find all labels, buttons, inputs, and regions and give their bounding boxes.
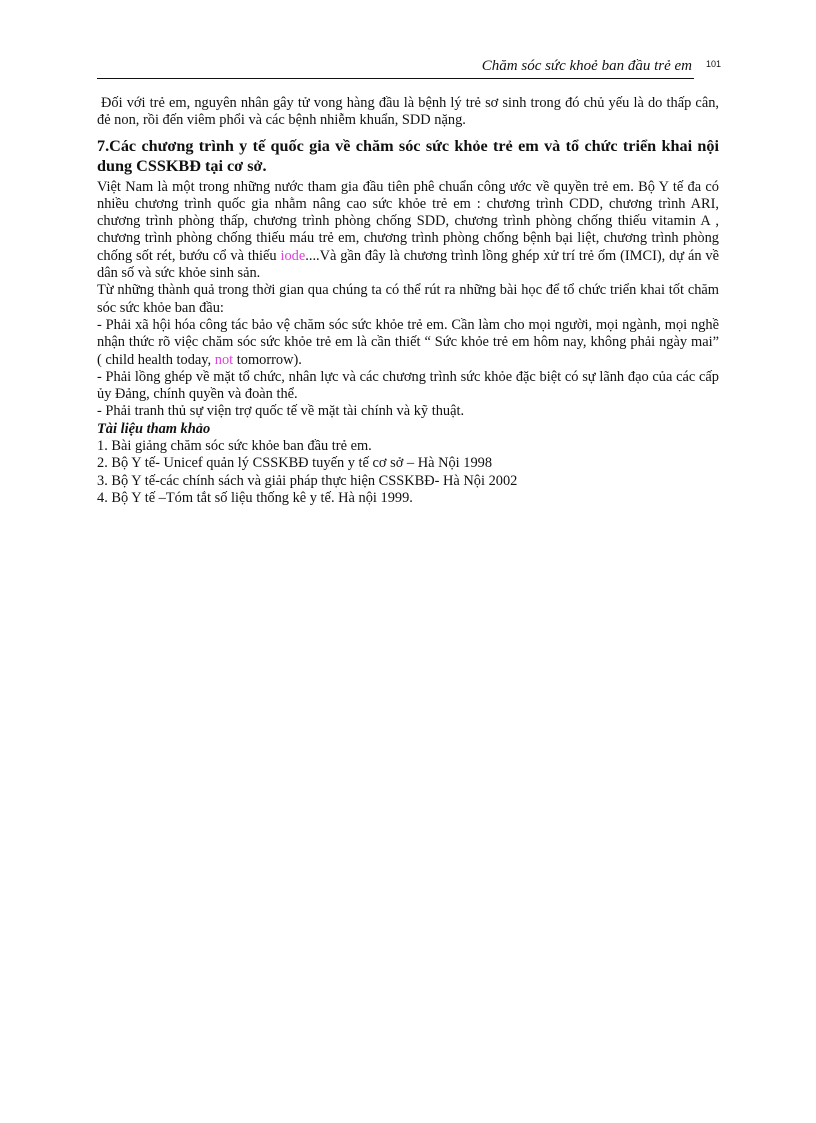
- reference-item: 4. Bộ Y tế –Tóm tắt số liệu thống kê y tế. Hà nội 1999.: [97, 489, 413, 506]
- running-header: [97, 56, 694, 79]
- bullet-integrate: - Phải lồng ghép về mặt tổ chức, nhân lực và các chương trình sức khỏe đặc biệt có sự lãnh đạo của các cấp ủy Đảng, chính quyền và đoàn thể.: [97, 368, 719, 403]
- header-title: Chăm sóc sức khoẻ ban đầu trẻ em: [481, 58, 692, 74]
- programs-text-a: Việt Nam là một trong những nước tham gia đầu tiên phê chuẩn công ước về quyền trẻ em. Bộ Y tế đa có nhiều chương trình quốc gia nhằm nâng cao sức khỏe trẻ em : chương trình CDD, chương trình ARI, chương trình phòng thấp, chương trình phòng chống SDD, chương trình phòng chống thiếu vitamin A , chương trình phòng chống thiếu máu trẻ em, chương trình phòng chống bệnh bại liệt, chương trình phòng chống sốt rét, bướu cổ và thiếu: [97, 178, 719, 264]
- references-title: Tài liệu tham khảo: [97, 420, 211, 437]
- highlight-iode: iode: [280, 247, 306, 264]
- bullet-aid: - Phải tranh thủ sự viện trợ quốc tế về mặt tài chính và kỹ thuật.: [97, 403, 465, 420]
- lessons-paragraph: Từ những thành quả trong thời gian qua chúng ta có thể rút ra những bài học để tổ chức triển khai tốt chăm sóc sức khỏe ban đầu:: [97, 282, 719, 316]
- bullet-socialize: [97, 317, 719, 369]
- page-number: 101: [706, 59, 722, 69]
- section-heading: 7.Các chương trình y tế quốc gia về chăm sóc sức khỏe trẻ em và tổ chức triển khai nội dung CSSKBĐ tại cơ sở.: [97, 136, 719, 175]
- document-body: [97, 95, 719, 507]
- reference-item: 1. Bài giảng chăm sóc sức khỏe ban đầu trẻ em.: [97, 438, 372, 455]
- reference-item: 2. Bộ Y tế- Unicef quản lý CSSKBĐ tuyến y tế cơ sở – Hà Nội 1998: [97, 455, 493, 472]
- highlight-not: not: [214, 351, 234, 368]
- programs-paragraph: [97, 179, 719, 283]
- programs-text-b: ....Và gần đây là chương trình lồng ghép xử trí trẻ ốm (IMCI), dự án về dân số và sức khỏe sinh sản.: [97, 247, 719, 282]
- bullet-socialize-text-b: tomorrow).: [233, 351, 302, 368]
- bullet-socialize-text-a: - Phải xã hội hóa công tác bảo vệ chăm sóc sức khỏe trẻ em. Cần làm cho mọi người, mọi ngành, mọi nghề nhận thức rõ việc chăm sóc sức khỏe trẻ em là cần thiết “ Sức khỏe trẻ em hôm nay, không phải ngày mai” ( child health today,: [97, 316, 719, 368]
- intro-paragraph: Đối với trẻ em, nguyên nhân gây tử vong hàng đầu là bệnh lý trẻ sơ sinh trong đó chủ yếu là do thấp cân, đẻ non, rồi đến viêm phổi và các bệnh nhiễm khuẩn, SDD nặng.: [97, 95, 719, 129]
- reference-item: 3. Bộ Y tế-các chính sách và giải pháp thực hiện CSSKBĐ- Hà Nội 2002: [97, 472, 518, 489]
